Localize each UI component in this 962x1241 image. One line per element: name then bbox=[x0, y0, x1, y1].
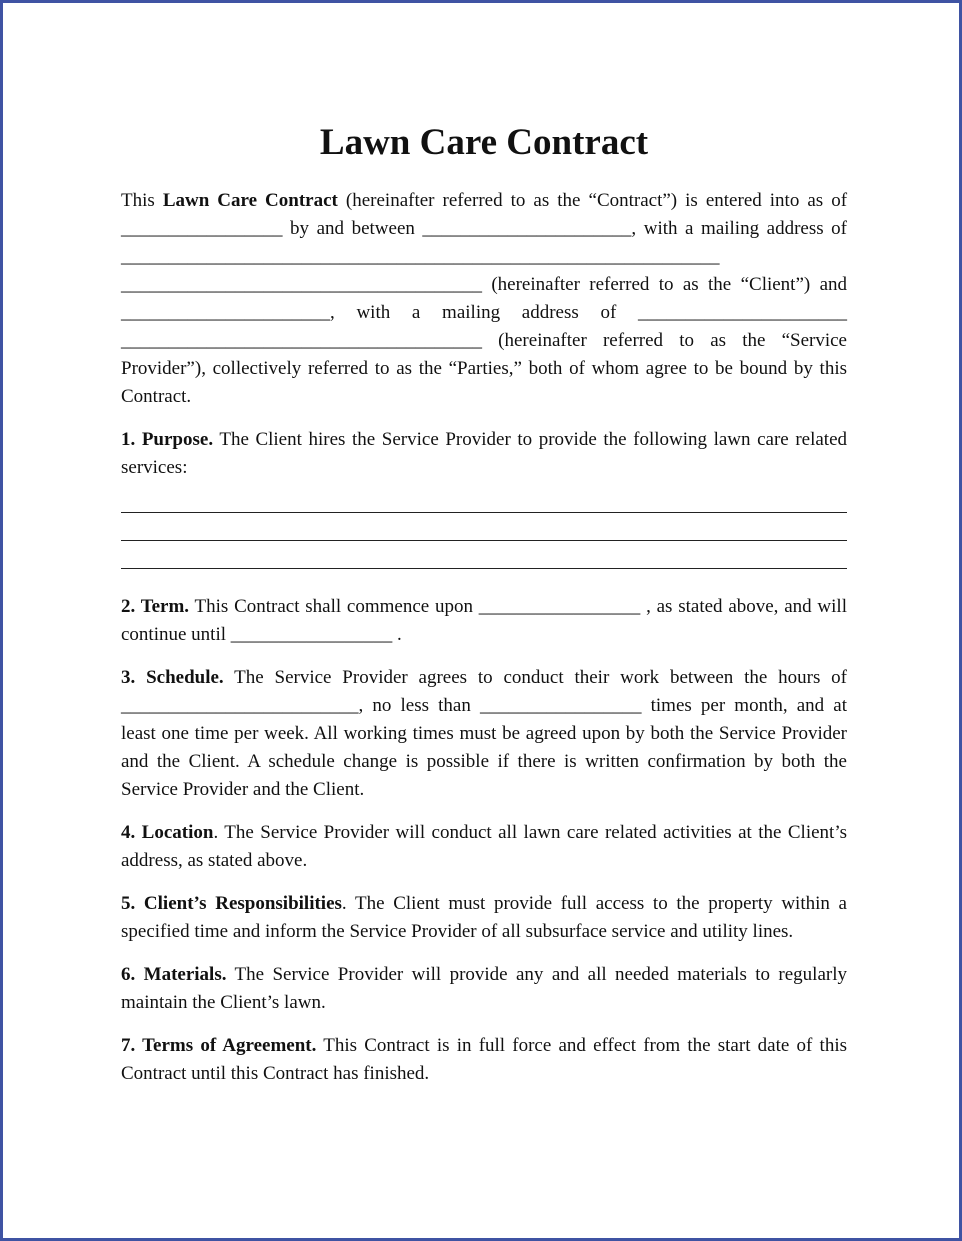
section-text: This Contract is in full force and effect from the start date of this Contract until this Contract has finished. bbox=[121, 1035, 847, 1084]
section-heading: 1. Purpose. bbox=[121, 429, 214, 450]
section-heading: 3. Schedule. bbox=[121, 667, 224, 688]
contract-page bbox=[121, 119, 847, 1103]
section-heading: 4. Location bbox=[121, 822, 214, 843]
section-text: . The Service Provider will conduct all lawn care related activities at the Client’s address, as stated above. bbox=[121, 822, 847, 871]
section-heading: 5. Client’s Responsibilities bbox=[121, 893, 342, 914]
section-location bbox=[121, 819, 847, 875]
section-schedule bbox=[121, 664, 847, 804]
services-blank-line[interactable] bbox=[121, 549, 847, 577]
intro-text-start: This bbox=[121, 190, 163, 211]
section-text: The Client hires the Service Provider to provide the following lawn care related services: bbox=[121, 429, 847, 478]
section-text: This Contract shall commence upon _________________ , as stated above, and will continue until _________________ . bbox=[121, 596, 847, 645]
section-purpose bbox=[121, 426, 847, 482]
services-blank-line[interactable] bbox=[121, 521, 847, 549]
section-text: The Service Provider will provide any and all needed materials to regularly maintain the Client’s lawn. bbox=[121, 964, 847, 1013]
document-title: Lawn Care Contract bbox=[319, 122, 649, 163]
intro-paragraph bbox=[121, 187, 847, 411]
section-heading: 2. Term. bbox=[121, 596, 190, 617]
section-client-responsibilities bbox=[121, 890, 847, 946]
section-text: The Service Provider agrees to conduct their work between the hours of _________________________, no less than _________________ times per month, and at least one time per week. All working times must be agreed upon by both the Service Provider and the Client. A schedule change is possible if there is written confirmation by both the Service Provider and the Client. bbox=[121, 667, 847, 800]
intro-contract-name: Lawn Care Contract bbox=[162, 190, 338, 211]
section-terms-of-agreement bbox=[121, 1032, 847, 1088]
section-heading: 7. Terms of Agreement. bbox=[121, 1035, 317, 1056]
services-blank-lines bbox=[121, 493, 847, 577]
intro-text-body: (hereinafter referred to as the “Contract”) is entered into as of _________________ by and between ______________________, with a mailing address of _______________________________________________________________ ______________________________________ (hereinafter referred to as the “Client”) and ______________________, with a mailing address of ______________________ ______________________________________ (hereinafter referred to as the “Service Provider”), collectively referred to as the “Parties,” both of whom agree to be bound by this Contract. bbox=[121, 190, 848, 407]
section-heading: 6. Materials. bbox=[121, 964, 227, 985]
section-materials bbox=[121, 961, 847, 1017]
services-blank-line[interactable] bbox=[121, 493, 847, 521]
section-term bbox=[121, 593, 847, 649]
section-text: . The Client must provide full access to the property within a specified time and inform the Service Provider of all subsurface service and utility lines. bbox=[121, 893, 847, 942]
